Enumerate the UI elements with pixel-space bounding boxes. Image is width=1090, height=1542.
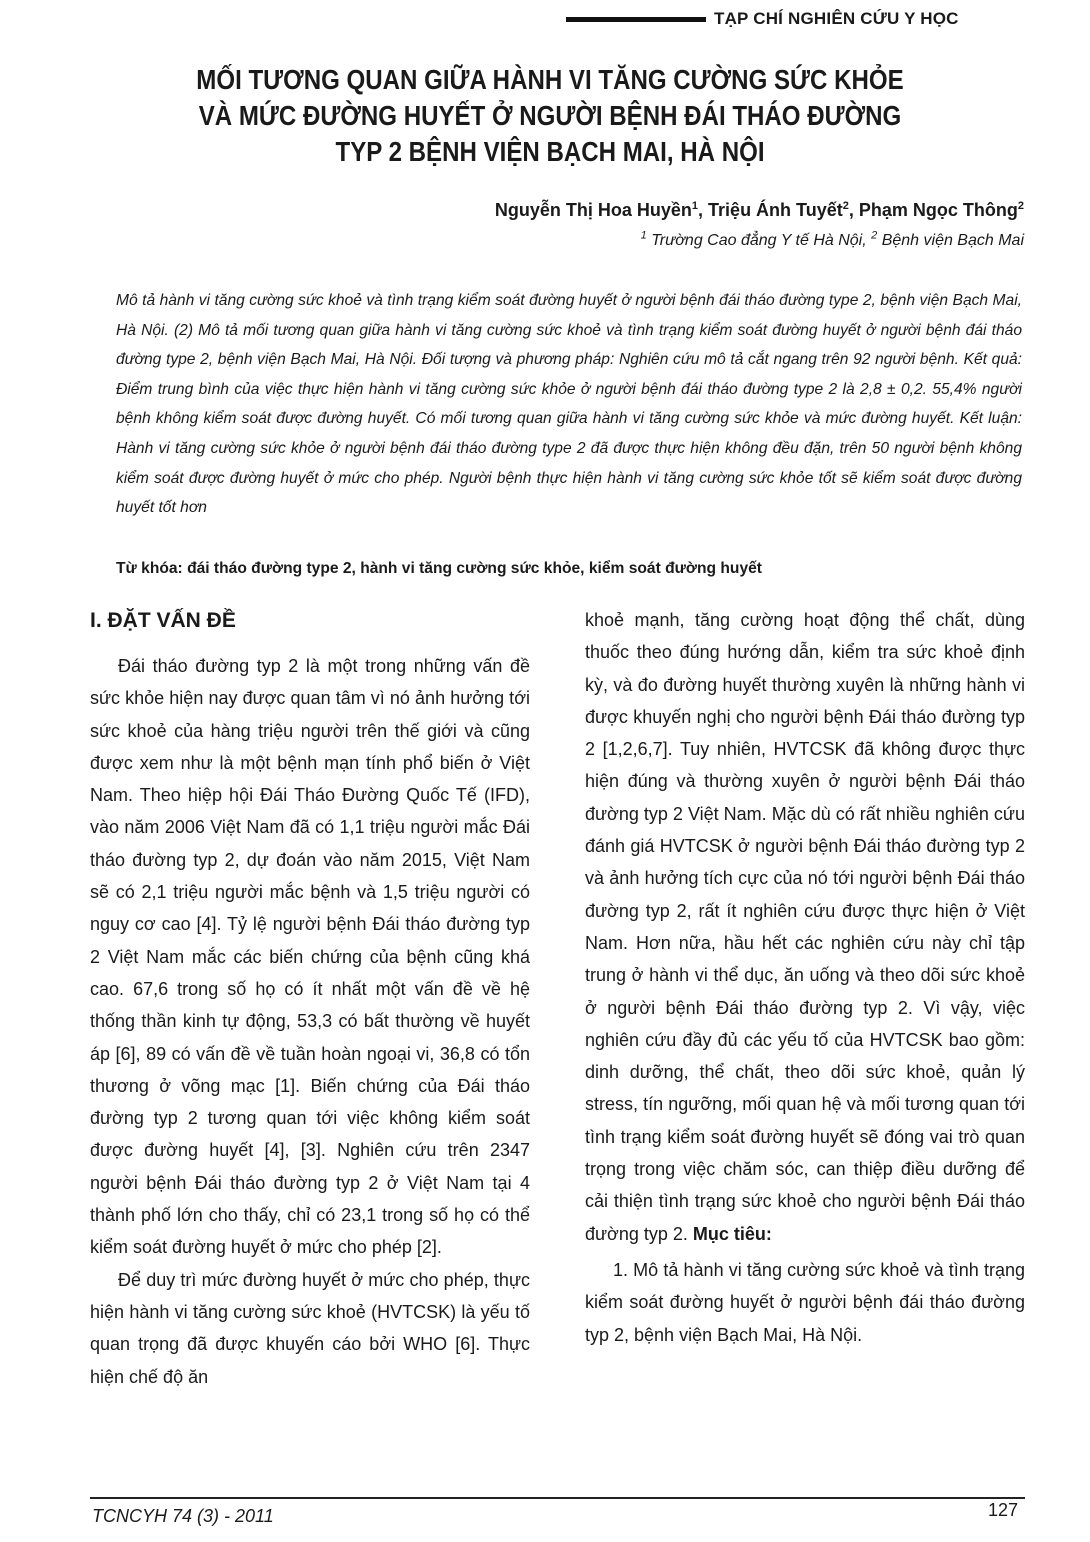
title-line: TYP 2 BỆNH VIỆN BẠCH MAI, HÀ NỘI	[335, 136, 765, 167]
body-text: khoẻ mạnh, tăng cường hoạt động thể chất, dùng thuốc theo đúng hướng dẫn, kiểm tra sức khoẻ định kỳ, và đo đường huyết thường xuyên là những hành vi được khuyến nghị cho người bệnh Đái tháo đường typ 2 [1,2,6,7]. Tuy nhiên, HVTCSK đã không được thực hiện đúng và thường xuyên ở người bệnh Đái tháo đường typ 2 Việt Nam. Mặc dù có rất nhiều nghiên cứu đánh giá HVTCSK ở người bệnh Đái tháo đường typ 2 và ảnh hưởng tích cực của nó tới người bệnh Đái tháo đường typ 2, rất ít nghiên cứu được thực hiện ở Việt Nam. Hơn nữa, hầu hết các nghiên cứu này chỉ tập trung ở hành vi thể dục, ăn uống và theo dõi sức khoẻ ở người bệnh Đái tháo đường typ 2. Vì vậy, việc nghiên cứu đầy đủ các yếu tố của HVTCSK bao gồm: dinh dưỡng, thể chất, theo dõi sức khoẻ, quản lý stress, tín ngưỡng, mối quan hệ và mối tương quan tới tình trạng kiểm soát đường huyết sẽ đóng vai trò quan trọng trong việc chăm sóc, can thiệp điều dưỡng để cải thiện tình trạng sức khoẻ cho người bệnh Đái tháo đường typ 2.	[585, 610, 1025, 1244]
body-paragraph-continued	[585, 604, 1025, 1250]
objectives-label: Mục tiêu:	[692, 1223, 772, 1244]
author-separator: ,	[698, 200, 709, 220]
right-column	[585, 604, 1025, 1351]
body-paragraph: Đái tháo đường typ 2 là một trong những vấn đề sức khỏe hiện nay được quan tâm vì nó ảnh hưởng tới sức khoẻ của hàng triệu người trên thế giới và cũng được xem như là một bệnh mạn tính phổ biến ở Việt Nam. Theo hiệp hội Đái Tháo Đường Quốc Tế (IFD), vào năm 2006 Việt Nam đã có 1,1 triệu người mắc Đái tháo đường typ 2, dự đoán vào năm 2015, Việt Nam sẽ có 2,1 triệu người mắc bệnh và 1,5 triệu người có nguy cơ cao [4]. Tỷ lệ người bệnh Đái tháo đường typ 2 Việt Nam mắc các biến chứng của bệnh cũng khá cao. 67,6 trong số họ có ít nhất một vấn đề về hệ thống thần kinh tự động, 53,3 có bất thường về huyết áp [6], 89 có vấn đề về tuần hoàn ngoại vi, 36,8 có tổn thương ở võng mạc [1]. Biến chứng của Đái tháo đường typ 2 tương quan tới việc không kiểm soát được đường huyết [4], [3]. Nghiên cứu trên 2347 người bệnh Đái tháo đường typ 2 ở Việt Nam tại 4 thành phố lớn cho thấy, chỉ có 23,1 trong số họ có thể kiểm soát đường huyết ở mức cho phép [2].	[90, 656, 530, 1258]
journal-name: TẠP CHÍ NGHIÊN CỨU Y HỌC	[714, 9, 959, 28]
author-affiliation-mark: 2	[842, 200, 849, 212]
title-line: MỐI TƯƠNG QUAN GIỮA HÀNH VI TĂNG CƯỜNG SỨC KHỎE	[196, 64, 904, 95]
title-line: VÀ MỨC ĐƯỜNG HUYẾT Ở NGƯỜI BỆNH ĐÁI THÁO ĐƯỜNG	[198, 100, 902, 131]
author-name: Nguyễn Thị Hoa Huyền	[494, 200, 692, 220]
body-paragraph: Để duy trì mức đường huyết ở mức cho phép, thực hiện hành vi tăng cường sức khoẻ (HVTCSK) là yếu tố quan trọng đã được khuyến cáo bởi WHO [6]. Thực hiện chế độ ăn	[90, 1269, 530, 1387]
affiliation-mark: 2	[871, 229, 878, 242]
affiliation-text: Trường Cao đẳng Y tế Hà Nội,	[646, 232, 872, 249]
author-list	[495, 200, 1024, 221]
author-name: Phạm Ngọc Thông	[858, 200, 1018, 220]
left-column	[90, 604, 530, 1393]
affiliations	[640, 229, 1024, 250]
article-title	[154, 62, 945, 170]
footer-rule	[90, 1497, 1025, 1499]
author-name: Triệu Ánh Tuyết	[708, 200, 843, 220]
objective-item: 1. Mô tả hành vi tăng cường sức khoẻ và tình trạng kiểm soát đường huyết ở người bệnh đái tháo đường typ 2, bệnh viện Bạch Mai, Hà Nội.	[585, 1259, 1025, 1345]
author-separator: ,	[848, 200, 859, 220]
affiliation-mark: 1	[640, 229, 647, 242]
section-heading: I. ĐẶT VẤN ĐỀ	[90, 609, 236, 632]
page-number: 127	[988, 1500, 1019, 1520]
footer-citation: TCNCYH 74 (3) - 2011	[92, 1506, 274, 1526]
author-affiliation-mark: 2	[1017, 200, 1024, 212]
abstract-text: Mô tả hành vi tăng cường sức khoẻ và tình trạng kiểm soát đường huyết ở người bệnh đái tháo đường type 2, bệnh viện Bạch Mai, Hà Nội. (2) Mô tả mối tương quan giữa hành vi tăng cường sức khoẻ và tình trạng kiểm soát đường huyết ở người bệnh đái tháo đường type 2, bệnh viện Bạch Mai, Hà Nội. Đối tượng và phương pháp: Nghiên cứu mô tả cắt ngang trên 92 người bệnh. Kết quả: Điểm trung bình của việc thực hiện hành vi tăng cường sức khỏe ở người bệnh đái tháo đường type 2 là 2,8 ± 0,2. 55,4% người bệnh không kiểm soát được đường huyết. Có mối tương quan giữa hành vi tăng cường sức khỏe và mức đường huyết. Kết luận: Hành vi tăng cường sức khỏe ở người bệnh đái tháo đường type 2 đã được thực hiện không đều đặn, trên 50 người bệnh không kiểm soát được đường huyết ở mức cho phép. Người bệnh thực hiện hành vi tăng cường sức khỏe tốt sẽ kiểm soát được đường huyết tốt hơn	[116, 292, 1022, 517]
journal-header	[566, 4, 1030, 34]
keywords: Từ khóa: đái tháo đường type 2, hành vi tăng cường sức khỏe, kiểm soát đường huyết	[116, 560, 762, 577]
abstract	[116, 286, 1022, 523]
affiliation-text: Bệnh viện Bạch Mai	[877, 232, 1024, 249]
header-rule	[566, 17, 706, 22]
author-affiliation-mark: 1	[691, 200, 699, 212]
